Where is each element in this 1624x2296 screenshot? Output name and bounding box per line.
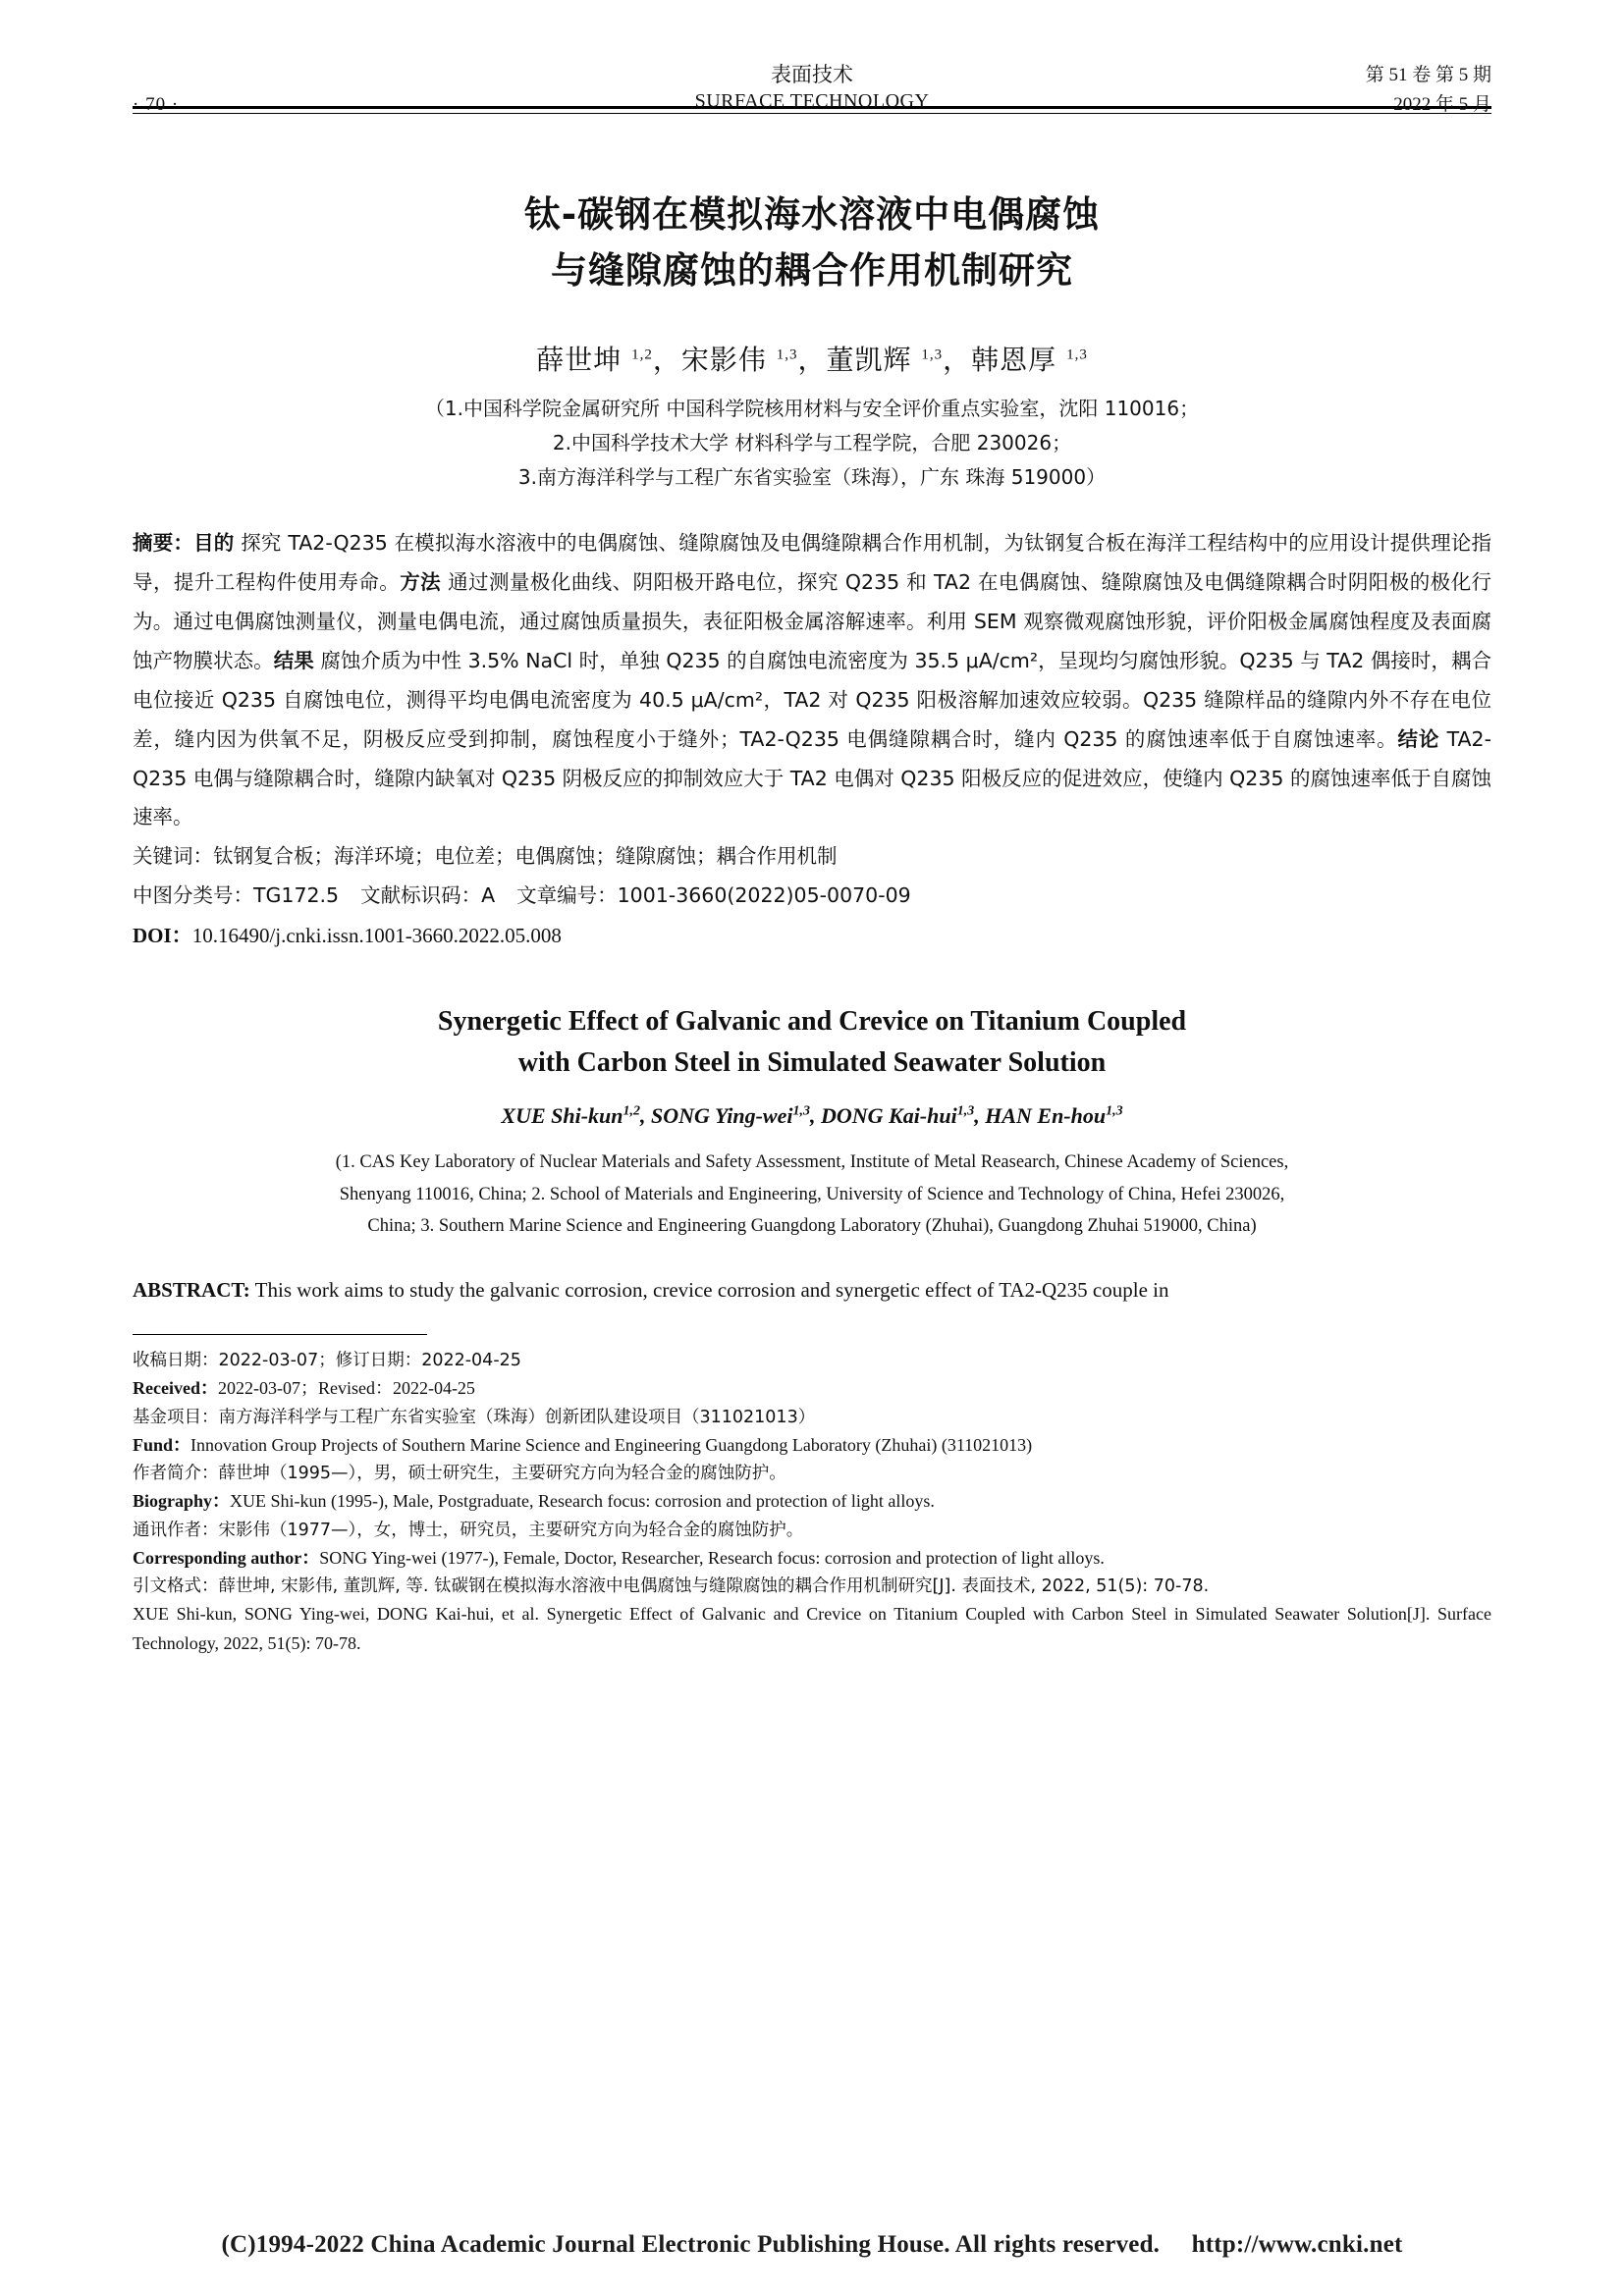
clc-value: TG172.5 bbox=[253, 883, 340, 908]
article-id-value: 1001-3660(2022)05-0070-09 bbox=[617, 883, 911, 908]
affiliation-en-3: China; 3. Southern Marine Science and Engineering Guangdong Laboratory (Zhuhai), Guangdong Zhuhai 519000, China) bbox=[367, 1216, 1257, 1237]
biography-en bbox=[133, 1487, 1491, 1516]
footnotes bbox=[133, 1347, 1491, 1658]
fund-en bbox=[133, 1431, 1491, 1460]
received-en-value: 2022-03-07；Revised：2022-04-25 bbox=[217, 1378, 475, 1399]
abstract-cn-method-text: 通过测量极化曲线、阴阳极开路电位，探究 Q235 和 TA2 在电偶腐蚀、缝隙腐蚀及电偶缝隙耦合时阴阳极的极化行为。通过电偶腐蚀测量仪，测量电偶电流，通过腐蚀质量损失，表征阳极金属溶解速率。利用 SEM 观察微观腐蚀形貌，评价阳极金属腐蚀程度及表面腐蚀产物膜状态。 bbox=[133, 569, 1492, 672]
doc-code-label: 文献标识码： bbox=[360, 883, 482, 908]
abstract-en bbox=[133, 1273, 1491, 1308]
title-cn-line2: 与缝隙腐蚀的耦合作用机制研究 bbox=[551, 249, 1073, 293]
page-number: · 70 · bbox=[133, 94, 180, 115]
authors-cn: 薛世坤 $^{1,2}$，宋影伟 $^{1,3}$，董凯辉 $^{1,3}$，韩恩厚 $^{1,3}$ bbox=[536, 343, 1088, 376]
issue-date: 2022 年 5 月 bbox=[1393, 94, 1491, 116]
affiliations-en bbox=[133, 1147, 1491, 1242]
citation-en: XUE Shi-kun, SONG Ying-wei, DONG Kai-hui, et al. Synergetic Effect of Galvanic and Crevice on Titanium Coupled with Carbon Steel in Simulated Seawater Solution[J]. Surface Technology, 2022, 51(5): 70-78. bbox=[133, 1604, 1491, 1653]
abstract-cn-result-label: 结果 bbox=[273, 648, 314, 672]
citation-cn: 引文格式：薛世坤, 宋影伟, 董凯辉, 等. 钛碳钢在模拟海水溶液中电偶腐蚀与缝隙腐蚀的耦合作用机制研究[J]. 表面技术, 2022, 51(5): 70-78. bbox=[133, 1576, 1210, 1597]
abstract-cn-aim-label: 目的 bbox=[193, 530, 235, 555]
doi-value: 10.16490/j.cnki.issn.1001-3660.2022.05.008 bbox=[191, 924, 562, 948]
affiliation-en-1: (1. CAS Key Laboratory of Nuclear Materials and Safety Assessment, Institute of Metal Reasearch, Chinese Academy of Sciences, bbox=[335, 1152, 1289, 1173]
journal-title-block bbox=[133, 61, 1491, 115]
affiliation-en-2: Shenyang 110016, China; 2. School of Materials and Engineering, University of Science and Technology of China, Hefei 230026, bbox=[339, 1184, 1285, 1204]
keywords-cn-value: 钛钢复合板；海洋环境；电位差；电偶腐蚀；缝隙腐蚀；耦合作用机制 bbox=[213, 844, 838, 869]
keywords-cn bbox=[133, 837, 1491, 877]
biography-en-value: XUE Shi-kun (1995-), Male, Postgraduate, Research focus: corrosion and protection of light alloys. bbox=[230, 1491, 935, 1512]
doc-code-value: A bbox=[481, 883, 496, 908]
received-en bbox=[133, 1374, 1491, 1403]
affiliation-cn-3: 3.南方海洋科学与工程广东省实验室（珠海），广东 珠海 519000） bbox=[517, 464, 1107, 489]
journal-title-en: SURFACE TECHNOLOGY bbox=[694, 90, 930, 113]
running-head bbox=[133, 0, 1491, 116]
clc-label: 中图分类号： bbox=[133, 883, 253, 908]
journal-title-cn: 表面技术 bbox=[771, 63, 853, 86]
abstract-cn-aim-text: 探究 TA2-Q235 在模拟海水溶液中的电偶腐蚀、缝隙腐蚀及电偶缝隙耦合作用机制，为钛钢复合板在海洋工程结构中的应用设计提供理论指导，提升工程构件使用寿命。 bbox=[133, 530, 1491, 594]
issue-info bbox=[1366, 61, 1491, 121]
copyright-bar bbox=[0, 2231, 1624, 2259]
abstract-cn-label: 摘要： bbox=[133, 530, 194, 555]
abstract-en-text: This work aims to study the galvanic corrosion, crevice corrosion and synergetic effect of TA2-Q235 couple in bbox=[254, 1278, 1169, 1303]
fund-en-label: Fund： bbox=[133, 1434, 191, 1455]
copyright-text: (C)1994-2022 China Academic Journal Electronic Publishing House. All rights reserved. bbox=[221, 2231, 1161, 2258]
corresponding-en-label: Corresponding author： bbox=[133, 1547, 320, 1568]
corresponding-cn: 通讯作者：宋影伟（1977—），女，博士，研究员，主要研究方向为轻合金的腐蚀防护。 bbox=[133, 1520, 804, 1540]
title-en-line2: with Carbon Steel in Simulated Seawater Solution bbox=[517, 1047, 1107, 1079]
authors-en: XUE Shi-kun$^{1,2}$, SONG Ying-wei$^{1,3}$, DONG Kai-hui$^{1,3}$, HAN En-hou$^{1,3}$ bbox=[501, 1103, 1123, 1129]
received-cn: 收稿日期：2022-03-07；修订日期：2022-04-25 bbox=[133, 1351, 521, 1371]
abstract-cn-result-text: 腐蚀介质为中性 3.5% NaCl 时，单独 Q235 的自腐蚀电流密度为 35.5 μA/cm²，呈现均匀腐蚀形貌。Q235 与 TA2 偶接时，耦合电位接近 Q235 自腐蚀电位，测得平均电偶电流密度为 40.5 μA/cm²，TA2 对 Q235 阳极溶解加速效应较弱。Q235 缝隙样品的缝隙内外不存在电位差，缝内因为供氧不足，阴极反应受到抑制，腐蚀程度小于缝外；TA2-Q235 电偶缝隙耦合时，缝内 Q235 的腐蚀速率低于自腐蚀速率。 bbox=[133, 648, 1491, 751]
abstract-cn-method-label: 方法 bbox=[400, 569, 442, 594]
corresponding-en bbox=[133, 1544, 1491, 1573]
title-en-line1: Synergetic Effect of Galvanic and Crevice on Titanium Coupled bbox=[437, 1006, 1187, 1038]
doi-line bbox=[133, 916, 1491, 956]
biography-cn: 作者简介：薛世坤（1995—），男，硕士研究生，主要研究方向为轻合金的腐蚀防护。 bbox=[133, 1464, 786, 1484]
biography-en-label: Biography： bbox=[133, 1491, 231, 1512]
doi-label: DOI： bbox=[133, 924, 192, 948]
title-cn bbox=[133, 187, 1491, 299]
fund-en-value: Innovation Group Projects of Southern Marine Science and Engineering Guangdong Laboratory (Zhuhai) (311021013) bbox=[190, 1434, 1033, 1455]
classification-line bbox=[133, 877, 1491, 916]
received-en-label: Received： bbox=[133, 1378, 218, 1399]
abstract-en-label: ABSTRACT: bbox=[133, 1278, 250, 1303]
affiliation-cn-1: （1.中国科学院金属研究所 中国科学院核用材料与安全评价重点实验室，沈阳 110016； bbox=[424, 396, 1200, 420]
affiliation-cn-2: 2.中国科学技术大学 材料科学与工程学院，合肥 230026； bbox=[552, 430, 1072, 454]
abstract-cn-conclusion-text: TA2-Q235 电偶与缝隙耦合时，缝隙内缺氧对 Q235 阴极反应的抑制效应大于 TA2 电偶对 Q235 阳极反应的促进效应，使缝内 Q235 的腐蚀速率低于自腐蚀速率。 bbox=[133, 726, 1491, 829]
title-en bbox=[133, 1001, 1491, 1084]
cnki-url[interactable]: http://www.cnki.net bbox=[1191, 2231, 1403, 2258]
affiliations-cn bbox=[133, 392, 1491, 495]
fund-cn: 基金项目：南方海洋科学与工程广东省实验室（珠海）创新团队建设项目（311021013） bbox=[133, 1407, 816, 1427]
article-id-label: 文章编号： bbox=[516, 883, 618, 908]
title-cn-line1: 钛-碳钢在模拟海水溶液中电偶腐蚀 bbox=[523, 193, 1101, 236]
corresponding-en-value: SONG Ying-wei (1977-), Female, Doctor, Researcher, Research focus: corrosion and protection of light alloys. bbox=[319, 1547, 1105, 1568]
keywords-cn-label: 关键词： bbox=[133, 844, 213, 869]
volume-issue: 第 51 卷 第 5 期 bbox=[1365, 65, 1491, 85]
abstract-cn-conclusion-label: 结论 bbox=[1397, 726, 1440, 751]
abstract-cn bbox=[133, 524, 1491, 838]
footnote-rule bbox=[133, 1334, 427, 1335]
